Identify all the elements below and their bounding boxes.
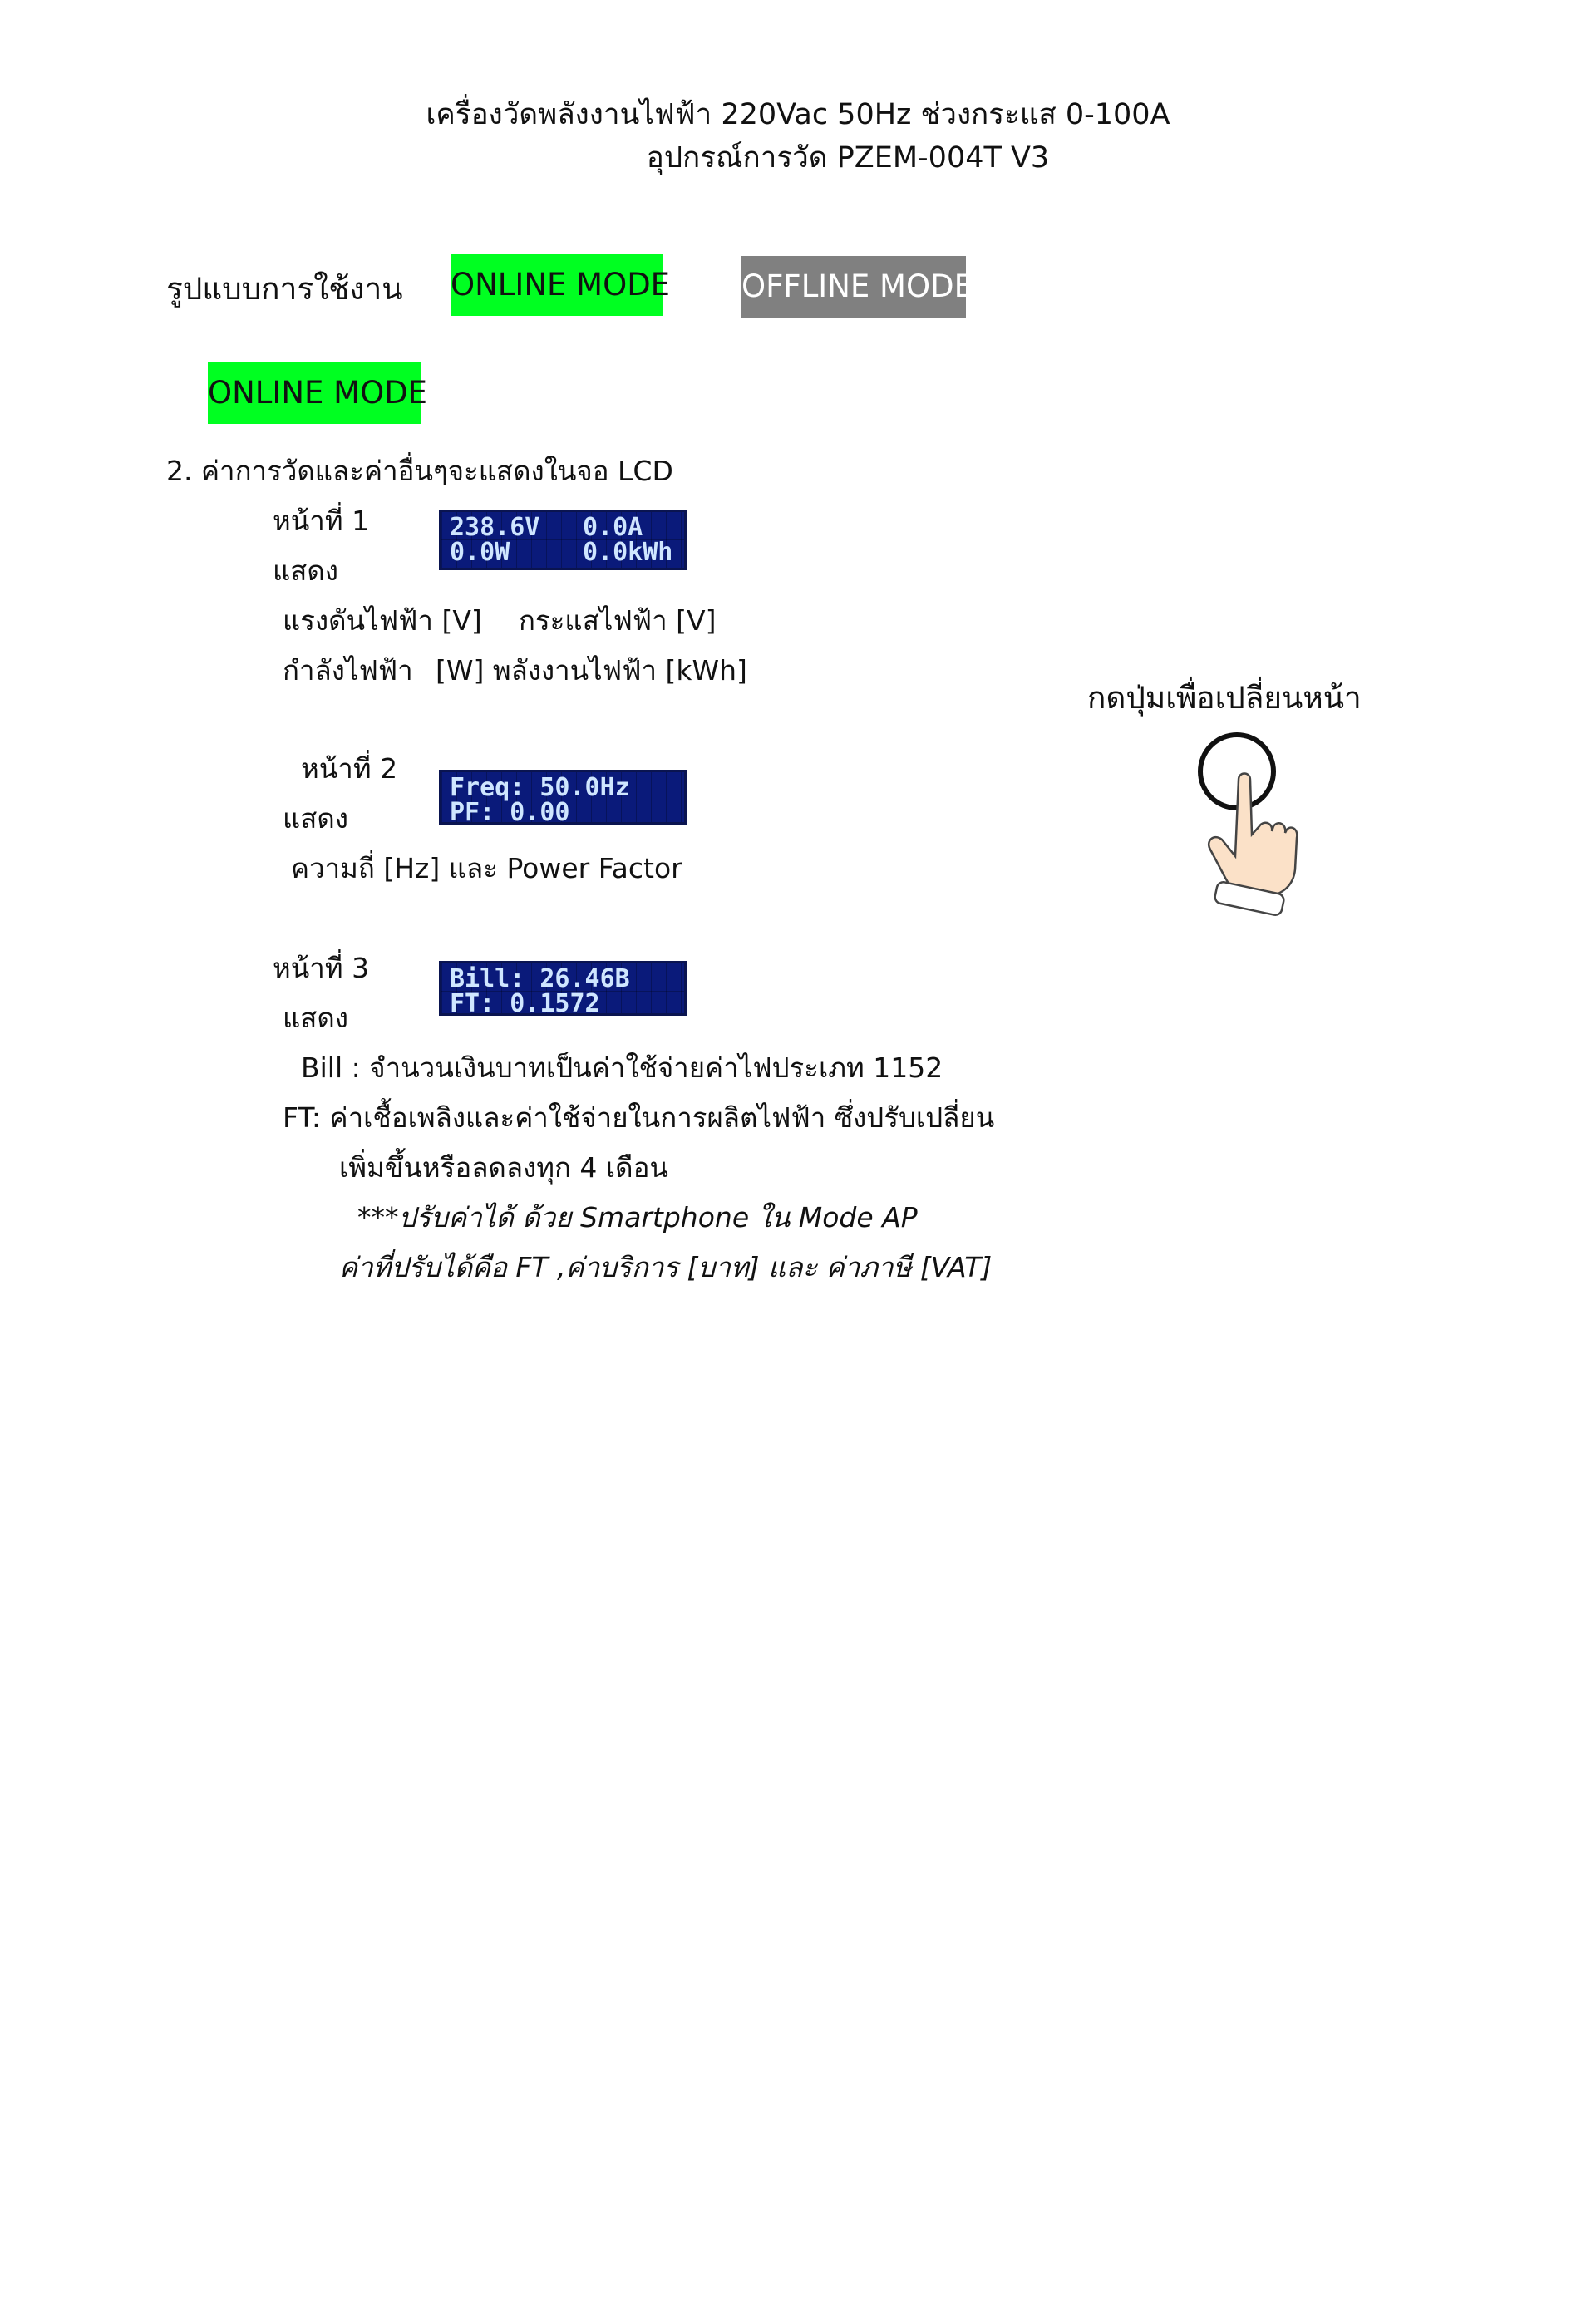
lcd-frequency-reading: Freq: 50.0Hz	[450, 773, 630, 802]
lcd-power-factor-reading: PF: 0.00	[450, 798, 570, 827]
lcd-energy-reading: 0.0kWh	[583, 538, 673, 567]
page-1-energy-desc: [W] พลังงานไฟฟ้า [kWh]	[436, 654, 747, 687]
page-3-label: หน้าที่ 3	[273, 952, 370, 984]
usage-mode-label: รูปแบบการใช้งาน	[166, 271, 403, 307]
ft-description-line-1: FT: ค่าเชื้อเพลิงและค่าใช้จ่ายในการผลิตไฟฟ้า ซึ่งปรับเปลี่ยน	[283, 1101, 995, 1134]
adjustable-values-note: ค่าที่ปรับได้คือ FT ,ค่าบริการ [บาท] และ ค่าภาษี [VAT]	[339, 1251, 993, 1283]
page-1-voltage-desc: แรงดันไฟฟ้า [V]	[283, 604, 482, 637]
document-title-line-2: อุปกรณ์การวัด PZEM-004T V3	[646, 141, 1050, 175]
smartphone-adjust-note: ***ปรับค่าได้ ด้วย Smartphone ใน Mode AP	[357, 1201, 918, 1234]
page-3-show-label: แสดง	[283, 1002, 348, 1034]
lcd-bill-reading: Bill: 26.46B	[450, 964, 630, 993]
page-1-show-label: แสดง	[273, 554, 338, 587]
lcd-ft-reading: FT: 0.1572	[450, 989, 600, 1018]
page-2-desc: ความถี่ [Hz] และ Power Factor	[291, 852, 682, 884]
page-1-power-desc: กำลังไฟฟ้า	[283, 654, 413, 687]
lcd-voltage-reading: 238.6V	[450, 513, 540, 542]
online-mode-button[interactable]: ONLINE MODE	[451, 254, 663, 316]
offline-mode-button[interactable]: OFFLINE MODE	[741, 256, 966, 318]
page-2-label: หน้าที่ 2	[301, 752, 398, 785]
lcd-intro-text: 2. ค่าการวัดและค่าอื่นๆจะแสดงในจอ LCD	[166, 455, 673, 487]
lcd-page-3	[439, 961, 687, 1016]
press-button-hint: กดปุ่มเพื่อเปลี่ยนหน้า	[1087, 680, 1362, 716]
online-mode-heading: ONLINE MODE	[208, 362, 421, 424]
page-1-current-desc: กระแสไฟฟ้า [V]	[519, 604, 717, 637]
page-1-label: หน้าที่ 1	[273, 505, 370, 537]
bill-description: Bill : จำนวนเงินบาทเป็นค่าใช้จ่ายค่าไฟประเภท 1152	[301, 1052, 943, 1084]
page-2-show-label: แสดง	[283, 802, 348, 835]
lcd-power-reading: 0.0W	[450, 538, 510, 567]
hand-shape	[1209, 774, 1297, 897]
lcd-current-reading: 0.0A	[583, 513, 643, 542]
hand-press-button-icon	[1180, 728, 1305, 919]
ft-description-line-2: เพิ่มขึ้นหรือลดลงทุก 4 เดือน	[339, 1151, 668, 1184]
lcd-page-2	[439, 770, 687, 825]
document-title-line-1: เครื่องวัดพลังงานไฟฟ้า 220Vac 50Hz ช่วงกระแส 0-100A	[426, 98, 1170, 131]
lcd-page-1	[439, 510, 687, 570]
